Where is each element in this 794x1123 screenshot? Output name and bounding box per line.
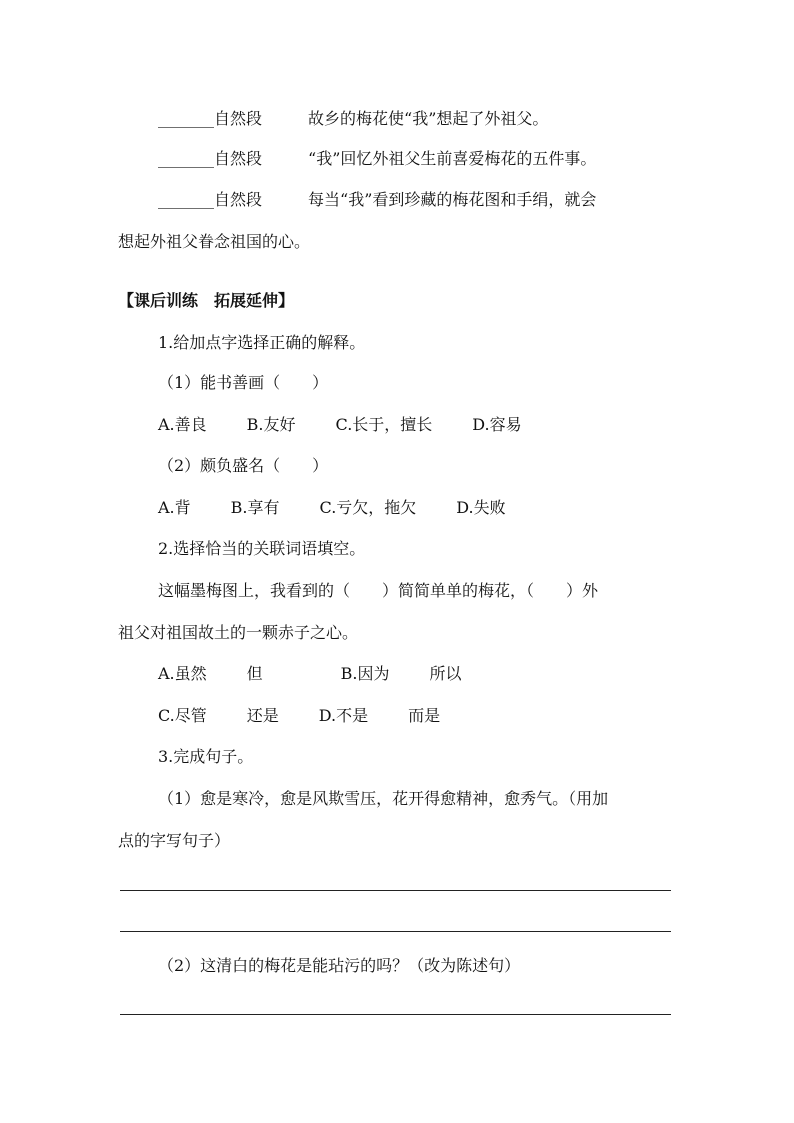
outline-row-2: [158, 148, 596, 170]
q1-sub1-options: [158, 414, 522, 436]
option-d[interactable]: D.失败: [456, 498, 506, 517]
outline-label: 自然段: [214, 149, 263, 168]
option-b[interactable]: B.友好: [246, 415, 296, 434]
option-b[interactable]: B.享有: [230, 498, 280, 517]
answer-line[interactable]: [120, 1014, 671, 1015]
outline-row-3-continuation: 想起外祖父眷念祖国的心。: [118, 232, 311, 251]
option-a[interactable]: A.背: [158, 498, 191, 517]
option-c[interactable]: C.亏欠，拖欠: [319, 498, 417, 517]
q3-sub1-line1: （1）愈是寒冷，愈是风欺雪压，花开得愈精神，愈秀气。（用加: [158, 789, 609, 808]
option-c[interactable]: C.长于，擅长: [335, 415, 433, 434]
outline-row-3: [158, 189, 596, 211]
q1-prompt: 1.给加点字选择正确的解释。: [158, 333, 366, 352]
outline-content: “我”回忆外祖父生前喜爱梅花的五件事。: [308, 149, 597, 168]
answer-blank[interactable]: _______: [158, 190, 214, 209]
option-a[interactable]: A.虽然 但: [158, 664, 263, 683]
q2-sentence-line2: 祖父对祖国故土的一颗赤子之心。: [118, 623, 359, 642]
answer-blank[interactable]: _______: [158, 149, 214, 168]
q1-sub2-stem: （2）颇负盛名（ ）: [158, 456, 329, 475]
answer-line[interactable]: [120, 890, 671, 891]
q2-options-row1: [158, 663, 462, 685]
outline-label: 自然段: [214, 190, 263, 209]
option-c[interactable]: C.尽管 还是: [158, 706, 279, 725]
section-title: 【课后训练 拓展延伸】: [118, 291, 295, 310]
option-a[interactable]: A.善良: [158, 415, 207, 434]
q1-sub1-stem: （1）能书善画（ ）: [158, 373, 329, 392]
q1-sub2-options: [158, 497, 506, 519]
outline-content: 故乡的梅花使“我”想起了外祖父。: [308, 109, 549, 128]
option-b[interactable]: B.因为 所以: [340, 664, 462, 683]
q2-prompt: 2.选择恰当的关联词语填空。: [158, 539, 366, 558]
q2-options-row2: [158, 705, 440, 727]
outline-label: 自然段: [214, 109, 263, 128]
outline-content: 每当“我”看到珍藏的梅花图和手绢，就会: [308, 190, 597, 209]
answer-line[interactable]: [120, 931, 671, 932]
outline-row-1: [158, 108, 548, 130]
answer-blank[interactable]: _______: [158, 109, 214, 128]
q3-sub2: （2）这清白的梅花是能玷污的吗？（改为陈述句）: [158, 956, 521, 975]
option-d[interactable]: D.容易: [472, 415, 522, 434]
q3-sub1-line2: 点的字写句子）: [118, 831, 231, 850]
q2-sentence-line1: 这幅墨梅图上，我看到的（ ）简简单单的梅花，（ ）外: [158, 581, 599, 600]
option-d[interactable]: D.不是 而是: [318, 706, 441, 725]
q3-prompt: 3.完成句子。: [158, 747, 254, 766]
